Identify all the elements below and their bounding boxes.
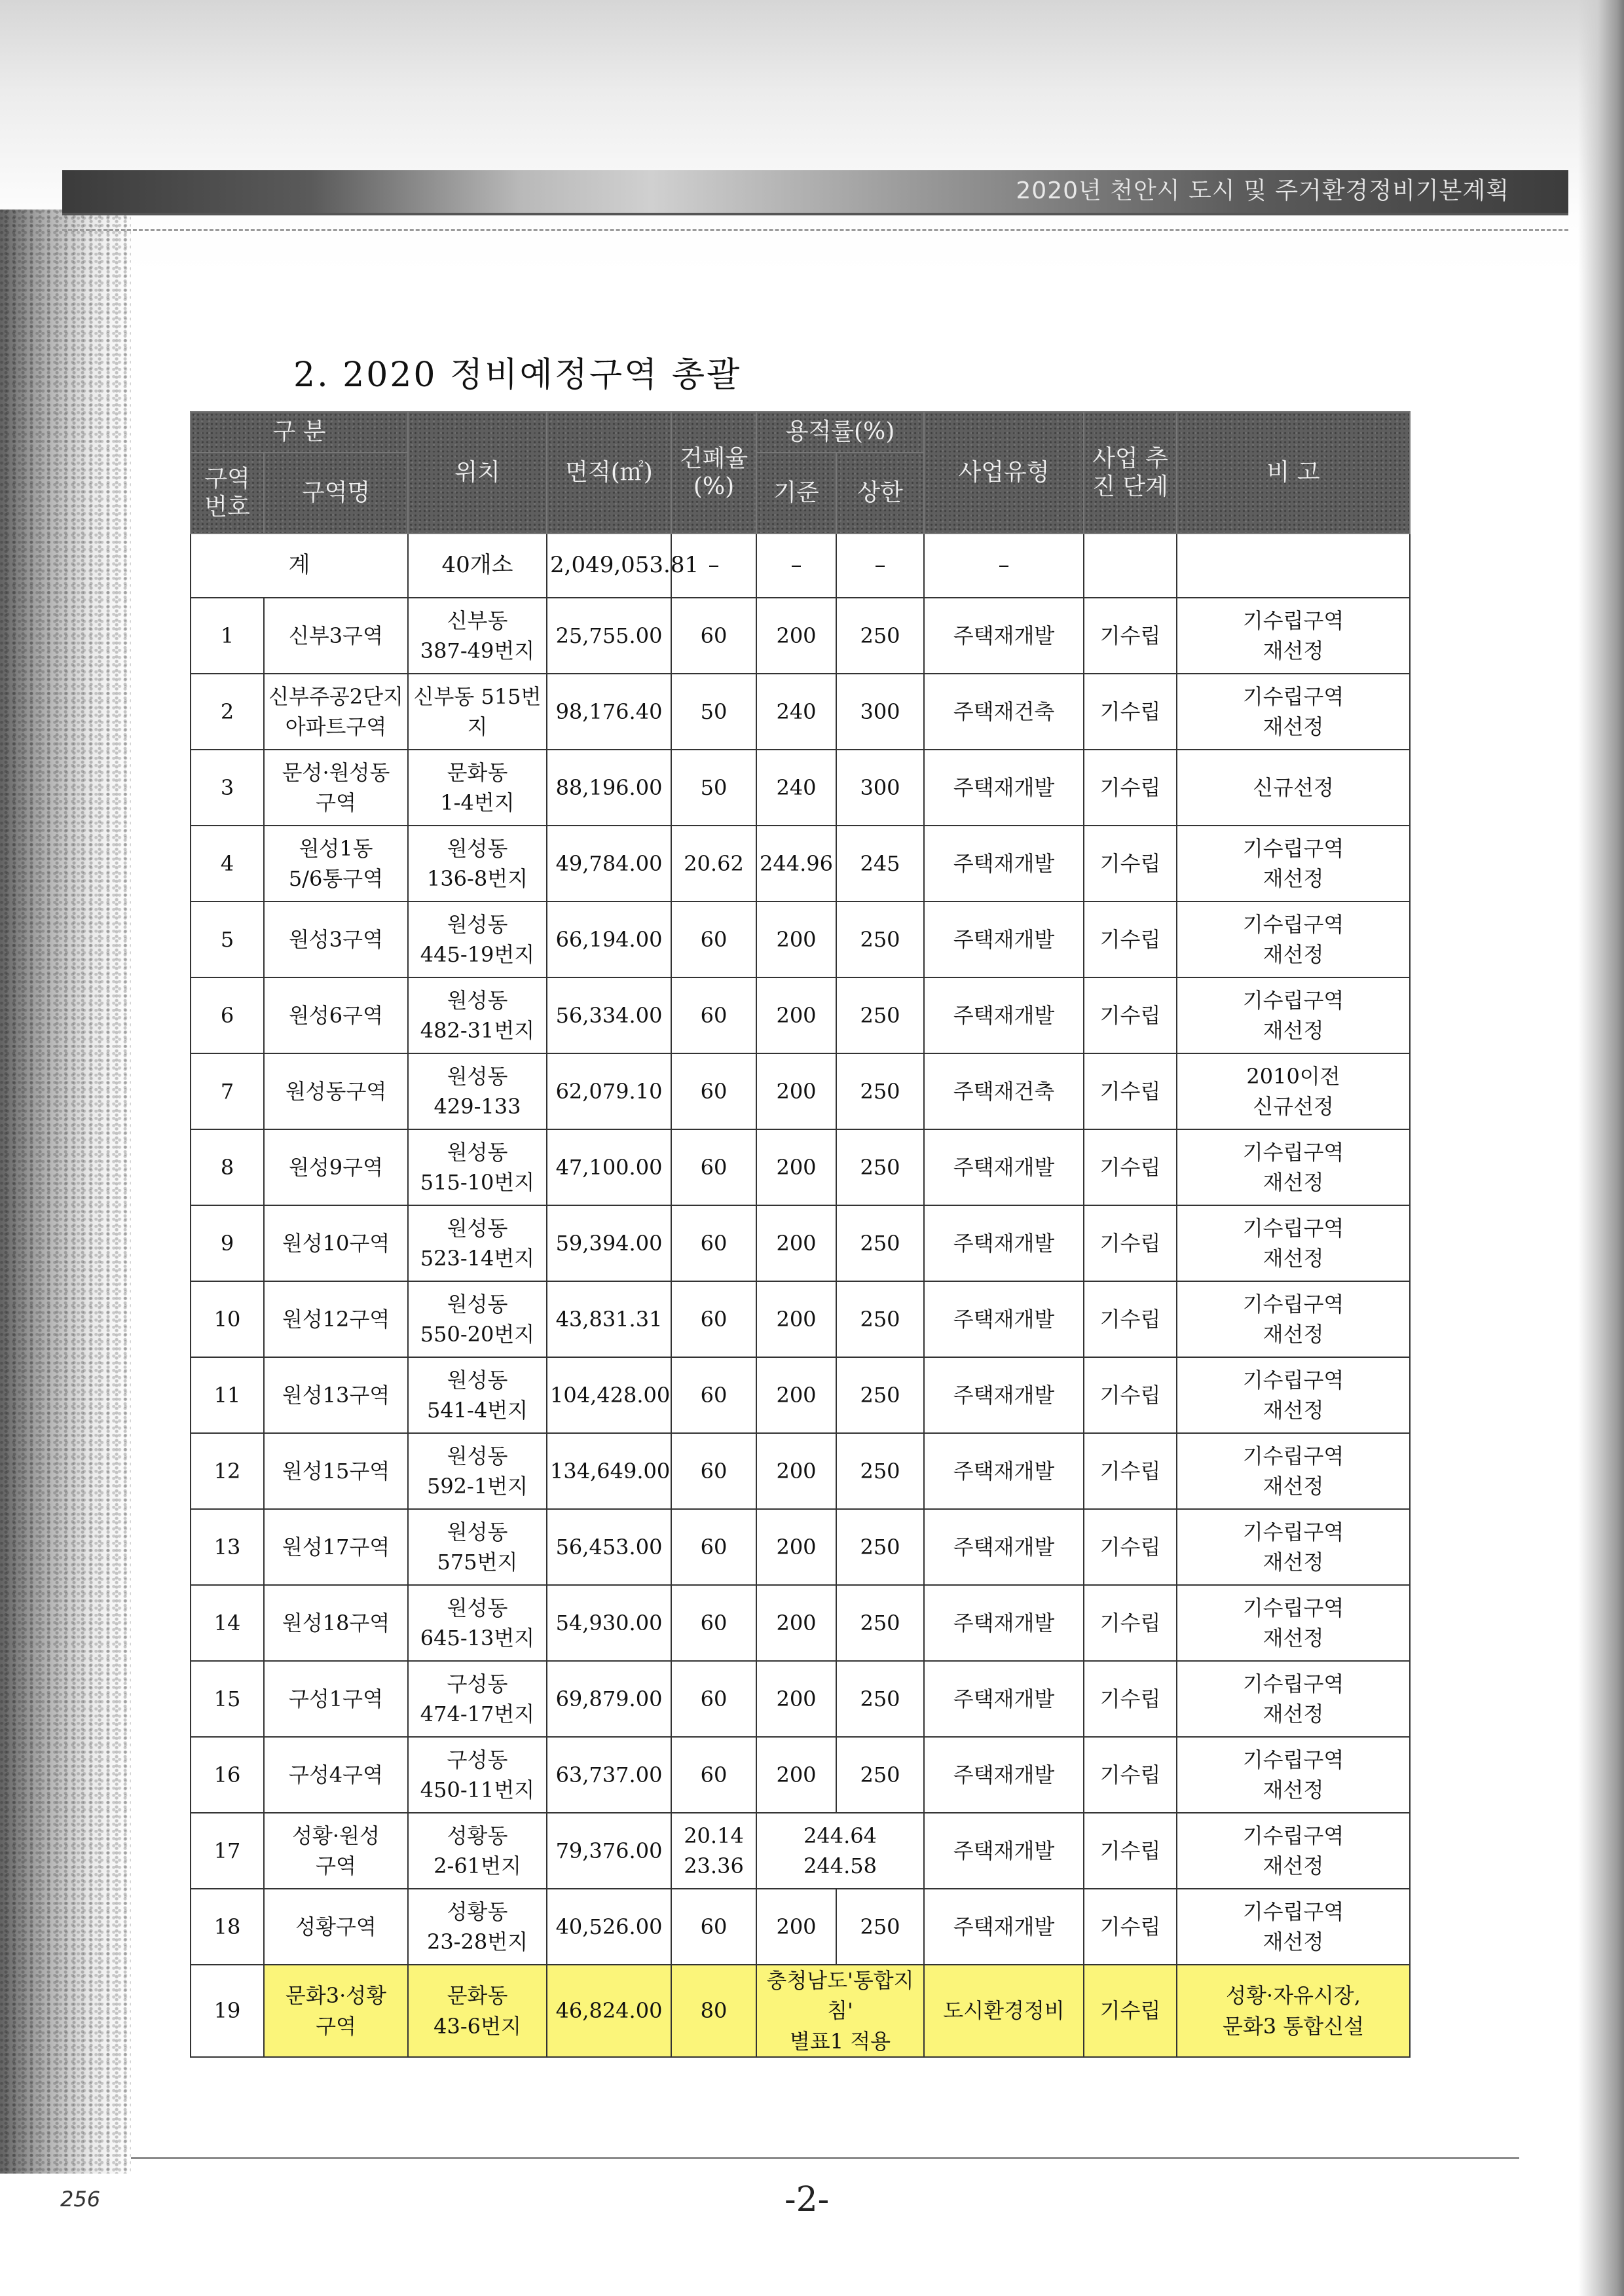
zone-no-cell: 17 (191, 1813, 264, 1889)
far-upper-cell: 250 (836, 902, 924, 977)
project-type-cell: 주택재개발 (924, 902, 1084, 977)
far-base-cell: 200 (756, 902, 836, 977)
total-bcr: – (671, 534, 756, 598)
bcr-cell: 60 (671, 1357, 756, 1433)
location-cell: 원성동 482-31번지 (408, 977, 547, 1053)
area-cell: 62,079.10 (547, 1053, 671, 1129)
project-type-cell: 주택재개발 (924, 1509, 1084, 1585)
zone-no-cell: 6 (191, 977, 264, 1053)
far-upper-cell: 250 (836, 1585, 924, 1661)
far-base-cell: 200 (756, 1205, 836, 1281)
table-row (191, 1585, 1410, 1661)
table-row (191, 1053, 1410, 1129)
project-type-cell: 주택재개발 (924, 1129, 1084, 1205)
project-type-cell: 주택재개발 (924, 750, 1084, 826)
far-base-cell: 200 (756, 1585, 836, 1661)
bcr-cell: 60 (671, 902, 756, 977)
stage-cell: 기수립 (1084, 1737, 1177, 1813)
location-cell: 원성동 550-20번지 (408, 1281, 547, 1357)
far-base-cell: 200 (756, 1357, 836, 1433)
zone-name-cell: 문화3·성황 구역 (264, 1965, 408, 2057)
project-type-cell: 주택재개발 (924, 1889, 1084, 1965)
total-location: 40개소 (408, 534, 547, 598)
table-row (191, 1813, 1410, 1889)
bcr-cell: 60 (671, 1281, 756, 1357)
total-stage (1084, 534, 1177, 598)
bcr-cell: 60 (671, 1585, 756, 1661)
area-cell: 98,176.40 (547, 674, 671, 750)
zone-no-cell: 19 (191, 1965, 264, 2057)
total-note (1177, 534, 1410, 598)
note-cell: 기수립구역 재선정 (1177, 1813, 1410, 1889)
far-upper-cell: 250 (836, 1433, 924, 1509)
zone-no-cell: 2 (191, 674, 264, 750)
header-note: 비 고 (1177, 412, 1410, 534)
bcr-cell: 60 (671, 1661, 756, 1737)
far-upper-cell: 250 (836, 1205, 924, 1281)
area-cell: 59,394.00 (547, 1205, 671, 1281)
far-base-cell: 200 (756, 1509, 836, 1585)
bcr-cell: 60 (671, 977, 756, 1053)
far-upper-cell: 250 (836, 1509, 924, 1585)
zone-no-cell: 3 (191, 750, 264, 826)
total-area: 2,049,053.81 (547, 534, 671, 598)
note-cell: 기수립구역 재선정 (1177, 1509, 1410, 1585)
total-label: 계 (191, 534, 408, 598)
stage-cell: 기수립 (1084, 1433, 1177, 1509)
zone-name-cell: 문성·원성동 구역 (264, 750, 408, 826)
bcr-cell: 60 (671, 1129, 756, 1205)
zone-name-cell: 구성4구역 (264, 1737, 408, 1813)
note-cell: 신규선정 (1177, 750, 1410, 826)
project-type-cell: 주택재개발 (924, 977, 1084, 1053)
page-number: -2- (784, 2180, 830, 2219)
bcr-cell: 60 (671, 1509, 756, 1585)
zone-name-cell: 구성1구역 (264, 1661, 408, 1737)
note-cell: 기수립구역 재선정 (1177, 1129, 1410, 1205)
stage-cell: 기수립 (1084, 750, 1177, 826)
stage-cell: 기수립 (1084, 1053, 1177, 1129)
location-cell: 원성동 523-14번지 (408, 1205, 547, 1281)
area-cell: 49,784.00 (547, 826, 671, 902)
location-cell: 원성동 515-10번지 (408, 1129, 547, 1205)
project-type-cell: 주택재개발 (924, 1433, 1084, 1509)
project-type-cell: 도시환경정비 (924, 1965, 1084, 2057)
project-type-cell: 주택재개발 (924, 598, 1084, 674)
document-header-band (62, 170, 1568, 215)
stage-cell: 기수립 (1084, 1205, 1177, 1281)
far-merged-cell: 244.64 244.58 (756, 1813, 924, 1889)
footer-rule (131, 2157, 1519, 2159)
far-upper-cell: 245 (836, 826, 924, 902)
total-far-base: – (756, 534, 836, 598)
header-far-base: 기준 (756, 452, 836, 534)
header-zone-name: 구역명 (264, 452, 408, 534)
zone-name-cell: 원성17구역 (264, 1509, 408, 1585)
stage-cell: 기수립 (1084, 1965, 1177, 2057)
zone-no-cell: 16 (191, 1737, 264, 1813)
location-cell: 원성동 575번지 (408, 1509, 547, 1585)
location-cell: 구성동 474-17번지 (408, 1661, 547, 1737)
note-cell: 기수립구역 재선정 (1177, 1737, 1410, 1813)
zone-name-cell: 원성동구역 (264, 1053, 408, 1129)
zone-name-cell: 원성1동 5/6통구역 (264, 826, 408, 902)
far-upper-cell: 250 (836, 977, 924, 1053)
far-base-cell: 200 (756, 1053, 836, 1129)
stage-cell: 기수립 (1084, 1281, 1177, 1357)
location-cell: 문화동 1-4번지 (408, 750, 547, 826)
far-upper-cell: 250 (836, 1129, 924, 1205)
section-title: 2. 2020 정비예정구역 총괄 (293, 355, 742, 395)
location-cell: 성황동 23-28번지 (408, 1889, 547, 1965)
location-cell: 구성동 450-11번지 (408, 1737, 547, 1813)
zone-no-cell: 14 (191, 1585, 264, 1661)
table-row (191, 1965, 1410, 2057)
area-cell: 54,930.00 (547, 1585, 671, 1661)
zone-name-cell: 신부주공2단지 아파트구역 (264, 674, 408, 750)
table-row (191, 826, 1410, 902)
zone-no-cell: 18 (191, 1889, 264, 1965)
note-cell: 기수립구역 재선정 (1177, 1281, 1410, 1357)
area-cell: 134,649.00 (547, 1433, 671, 1509)
header-far: 용적률(%) (756, 412, 924, 452)
stage-cell: 기수립 (1084, 1357, 1177, 1433)
zone-summary-table (190, 411, 1411, 2058)
stage-cell: 기수립 (1084, 1813, 1177, 1889)
table-row (191, 902, 1410, 977)
bcr-cell: 80 (671, 1965, 756, 2057)
header-area: 면적(㎡) (547, 412, 671, 534)
project-type-cell: 주택재건축 (924, 1053, 1084, 1129)
area-cell: 56,334.00 (547, 977, 671, 1053)
header-zone-no: 구역 번호 (191, 452, 264, 534)
bcr-cell: 50 (671, 674, 756, 750)
far-upper-cell: 300 (836, 674, 924, 750)
table-row (191, 1661, 1410, 1737)
location-cell: 성황동 2-61번지 (408, 1813, 547, 1889)
project-type-cell: 주택재개발 (924, 1737, 1084, 1813)
stage-cell: 기수립 (1084, 977, 1177, 1053)
zone-no-cell: 7 (191, 1053, 264, 1129)
note-cell: 기수립구역 재선정 (1177, 674, 1410, 750)
zone-no-cell: 1 (191, 598, 264, 674)
area-cell: 56,453.00 (547, 1509, 671, 1585)
far-base-cell: 240 (756, 750, 836, 826)
note-cell: 기수립구역 재선정 (1177, 598, 1410, 674)
area-cell: 66,194.00 (547, 902, 671, 977)
far-base-cell: 200 (756, 1433, 836, 1509)
zone-name-cell: 원성6구역 (264, 977, 408, 1053)
zone-name-cell: 원성13구역 (264, 1357, 408, 1433)
zone-name-cell: 신부3구역 (264, 598, 408, 674)
note-cell: 2010이전 신규선정 (1177, 1053, 1410, 1129)
bcr-cell: 20.14 23.36 (671, 1813, 756, 1889)
total-far-upper: – (836, 534, 924, 598)
zone-no-cell: 12 (191, 1433, 264, 1509)
zone-no-cell: 4 (191, 826, 264, 902)
note-cell: 기수립구역 재선정 (1177, 1205, 1410, 1281)
header-location: 위치 (408, 412, 547, 534)
zone-name-cell: 성황구역 (264, 1889, 408, 1965)
stage-cell: 기수립 (1084, 1129, 1177, 1205)
area-cell: 104,428.00 (547, 1357, 671, 1433)
header-chip (141, 175, 442, 207)
area-cell: 40,526.00 (547, 1889, 671, 1965)
bcr-cell: 60 (671, 1205, 756, 1281)
note-cell: 기수립구역 재선정 (1177, 902, 1410, 977)
stage-cell: 기수립 (1084, 674, 1177, 750)
table-row (191, 1433, 1410, 1509)
table-row (191, 1509, 1410, 1585)
table-row (191, 1281, 1410, 1357)
location-cell: 원성동 592-1번지 (408, 1433, 547, 1509)
note-cell: 성황·자유시장, 문화3 통합신설 (1177, 1965, 1410, 2057)
bcr-cell: 50 (671, 750, 756, 826)
stage-cell: 기수립 (1084, 1585, 1177, 1661)
table-row (191, 750, 1410, 826)
zone-name-cell: 원성15구역 (264, 1433, 408, 1509)
project-type-cell: 주택재건축 (924, 674, 1084, 750)
zone-name-cell: 원성10구역 (264, 1205, 408, 1281)
note-cell: 기수립구역 재선정 (1177, 977, 1410, 1053)
far-base-cell: 200 (756, 1281, 836, 1357)
area-cell: 43,831.31 (547, 1281, 671, 1357)
location-cell: 원성동 445-19번지 (408, 902, 547, 977)
note-cell: 기수립구역 재선정 (1177, 1357, 1410, 1433)
total-project-type: – (924, 534, 1084, 598)
note-cell: 기수립구역 재선정 (1177, 1433, 1410, 1509)
location-cell: 신부동 515번지 (408, 674, 547, 750)
note-cell: 기수립구역 재선정 (1177, 1661, 1410, 1737)
stage-cell: 기수립 (1084, 598, 1177, 674)
far-upper-cell: 250 (836, 598, 924, 674)
location-cell: 원성동 645-13번지 (408, 1585, 547, 1661)
far-base-cell: 200 (756, 1737, 836, 1813)
bcr-cell: 60 (671, 1433, 756, 1509)
header-bcr: 건폐율 (%) (671, 412, 756, 534)
zone-no-cell: 8 (191, 1129, 264, 1205)
location-cell: 신부동 387-49번지 (408, 598, 547, 674)
table-row (191, 1737, 1410, 1813)
project-type-cell: 주택재개발 (924, 1357, 1084, 1433)
stage-cell: 기수립 (1084, 826, 1177, 902)
area-cell: 46,824.00 (547, 1965, 671, 2057)
scan-shadow (0, 210, 131, 2174)
header-group: 구 분 (191, 412, 408, 452)
header-rule (62, 229, 1568, 231)
bcr-cell: 60 (671, 1053, 756, 1129)
location-cell: 원성동 136-8번지 (408, 826, 547, 902)
zone-no-cell: 5 (191, 902, 264, 977)
zone-no-cell: 9 (191, 1205, 264, 1281)
header-project-type: 사업유형 (924, 412, 1084, 534)
bcr-cell: 60 (671, 1737, 756, 1813)
project-type-cell: 주택재개발 (924, 1585, 1084, 1661)
bcr-cell: 60 (671, 1889, 756, 1965)
scan-edge (1578, 0, 1624, 2296)
table-row (191, 1889, 1410, 1965)
project-type-cell: 주택재개발 (924, 826, 1084, 902)
area-cell: 25,755.00 (547, 598, 671, 674)
far-upper-cell: 250 (836, 1889, 924, 1965)
far-merged-cell: 충청남도'통합지침' 별표1 적용 (756, 1965, 924, 2057)
far-upper-cell: 300 (836, 750, 924, 826)
project-type-cell: 주택재개발 (924, 1281, 1084, 1357)
zone-name-cell: 원성3구역 (264, 902, 408, 977)
table-row (191, 598, 1410, 674)
area-cell: 88,196.00 (547, 750, 671, 826)
zone-name-cell: 성황·원성 구역 (264, 1813, 408, 1889)
far-base-cell: 200 (756, 598, 836, 674)
zone-name-cell: 원성9구역 (264, 1129, 408, 1205)
header-title: 2020년 천안시 도시 및 주거환경정비기본계획 (1016, 177, 1509, 204)
stage-cell: 기수립 (1084, 902, 1177, 977)
project-type-cell: 주택재개발 (924, 1661, 1084, 1737)
far-upper-cell: 250 (836, 1737, 924, 1813)
note-cell: 기수립구역 재선정 (1177, 826, 1410, 902)
area-cell: 47,100.00 (547, 1129, 671, 1205)
location-cell: 원성동 541-4번지 (408, 1357, 547, 1433)
far-upper-cell: 250 (836, 1281, 924, 1357)
far-base-cell: 200 (756, 977, 836, 1053)
area-cell: 63,737.00 (547, 1737, 671, 1813)
far-base-cell: 200 (756, 1889, 836, 1965)
zone-name-cell: 원성12구역 (264, 1281, 408, 1357)
table-body (191, 534, 1410, 2057)
table-row (191, 674, 1410, 750)
table-row (191, 1129, 1410, 1205)
area-cell: 79,376.00 (547, 1813, 671, 1889)
location-cell: 원성동 429-133 (408, 1053, 547, 1129)
zone-no-cell: 13 (191, 1509, 264, 1585)
zone-no-cell: 11 (191, 1357, 264, 1433)
stage-cell: 기수립 (1084, 1509, 1177, 1585)
note-cell: 기수립구역 재선정 (1177, 1889, 1410, 1965)
total-row (191, 534, 1410, 598)
zone-no-cell: 10 (191, 1281, 264, 1357)
bcr-cell: 60 (671, 598, 756, 674)
table-row (191, 1205, 1410, 1281)
far-base-cell: 240 (756, 674, 836, 750)
table-row (191, 1357, 1410, 1433)
book-page-number: 256 (60, 2187, 101, 2212)
project-type-cell: 주택재개발 (924, 1813, 1084, 1889)
stage-cell: 기수립 (1084, 1661, 1177, 1737)
stage-cell: 기수립 (1084, 1889, 1177, 1965)
bcr-cell: 20.62 (671, 826, 756, 902)
header-far-upper: 상한 (836, 452, 924, 534)
far-base-cell: 244.96 (756, 826, 836, 902)
location-cell: 문화동 43-6번지 (408, 1965, 547, 2057)
area-cell: 69,879.00 (547, 1661, 671, 1737)
far-base-cell: 200 (756, 1129, 836, 1205)
zone-name-cell: 원성18구역 (264, 1585, 408, 1661)
far-upper-cell: 250 (836, 1053, 924, 1129)
note-cell: 기수립구역 재선정 (1177, 1585, 1410, 1661)
far-upper-cell: 250 (836, 1357, 924, 1433)
zone-no-cell: 15 (191, 1661, 264, 1737)
header-stage: 사업 추진 단계 (1084, 412, 1177, 534)
far-upper-cell: 250 (836, 1661, 924, 1737)
far-base-cell: 200 (756, 1661, 836, 1737)
project-type-cell: 주택재개발 (924, 1205, 1084, 1281)
table-row (191, 977, 1410, 1053)
